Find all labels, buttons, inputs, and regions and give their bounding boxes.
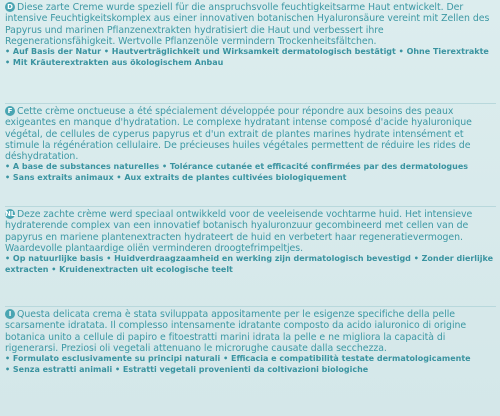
bullets-french — [5, 162, 496, 183]
bullet-dutch-4: • Kruidenextracten uit ecologische teelt — [51, 265, 233, 274]
language-badge-italian: I — [5, 309, 15, 319]
section-french — [5, 103, 496, 206]
description-french — [5, 106, 496, 162]
bullets-italian — [5, 354, 496, 375]
bullet-italian-4: • Estratti vegetali provenienti da coltivazioni biologiche — [115, 365, 368, 374]
description-italian-text: Questa delicata crema è stata sviluppata appositamente per le esigenze specifiche della pelle scarsamente idratata. Il complesso intensamente idratante composto da acido ialuronico di origine botanica unito a cellule di papiro e fitoestratti marini idrata la pelle e ne migliora la capacità di rigenerarsi. Preziosi oli vegetali attenuano le microrughe causate dalla secchezza. — [5, 309, 467, 354]
description-italian — [5, 309, 496, 354]
bullet-french-2: • Tolérance cutanée et efficacité confirmées par des dermatologues — [162, 162, 468, 171]
description-french-text: Cette crème onctueuse a été spécialement développée pour répondre aux besoins des peaux exigeantes en manque d'hydratation. Le complexe hydratant intense composé d'acide hyaluronique végétal, de cellules de cyperus papyrus et d'un extrait de plantes marines hydrate intensément et stimule la régénération cellulaire. De précieuses huiles végétales permettent de réduire les rides de déshydratation. — [5, 106, 472, 163]
bullet-french-4: • Aux extraits de plantes cultivées biologiquement — [116, 173, 346, 182]
section-italian — [5, 306, 496, 416]
bullet-german-2: • Hautverträglichkeit und Wirksamkeit dermatologisch bestätigt — [104, 47, 396, 56]
bullet-german-3: • Ohne Tierextrakte — [399, 47, 489, 56]
bullets-german — [5, 47, 496, 68]
language-badge-french: F — [5, 106, 15, 116]
description-dutch — [5, 209, 496, 254]
section-german — [5, 0, 496, 103]
bullet-italian-3: • Senza estratti animali — [5, 365, 112, 374]
bullet-german-1: • Auf Basis der Natur — [5, 47, 101, 56]
bullets-dutch — [5, 254, 496, 275]
bullet-dutch-3: • Zonder dierlijke extracten — [5, 254, 493, 274]
bullet-dutch-1: • Op natuurlijke basis — [5, 254, 103, 263]
bullet-french-1: • A base de substances naturelles — [5, 162, 159, 171]
description-german — [5, 2, 496, 47]
description-german-text: Diese zarte Creme wurde speziell für die anspruchsvolle feuchtigkeitsarme Haut entwickelt. Der intensive Feuchtigkeitskomplex aus einer innovativen botanischen Hyaluronsäure vereint mit Zellen des Papyrus und marinen Pflanzenextrakten hydratisiert die Haut und verbessert ihre Regenerationsfähigkeit. Wertvolle Pflanzenöle vermindern Trockenheitsfältchen. — [5, 2, 490, 47]
language-badge-dutch: NL — [5, 210, 16, 218]
language-badge-german: D — [5, 2, 15, 12]
bullet-italian-1: • Formulato esclusivamente su principi naturali — [5, 354, 220, 363]
bullet-french-3: • Sans extraits animaux — [5, 173, 114, 182]
bullet-italian-2: • Efficacia e compatibilità testate dermatologicamente — [223, 354, 471, 363]
description-dutch-text: Deze zachte crème werd speciaal ontwikkeld voor de veeleisende vochtarme huid. Het intensieve hydraterende complex van een innovatief botanisch hyaluronzuur gecombineerd met cellen van de papyrus en mariene plantenextracten hydrateert de huid en verbetert haar regeneratievermogen. Waardevolle plantaardige oliën verminderen droogtefrimpeltjes. — [5, 209, 473, 254]
bullet-german-4: • Mit Kräuterextrakten aus ökologischem Anbau — [5, 58, 223, 67]
bullet-dutch-2: • Huidverdraagzaamheid en werking zijn dermatologisch bevestigd — [106, 254, 411, 263]
section-dutch — [5, 206, 496, 306]
